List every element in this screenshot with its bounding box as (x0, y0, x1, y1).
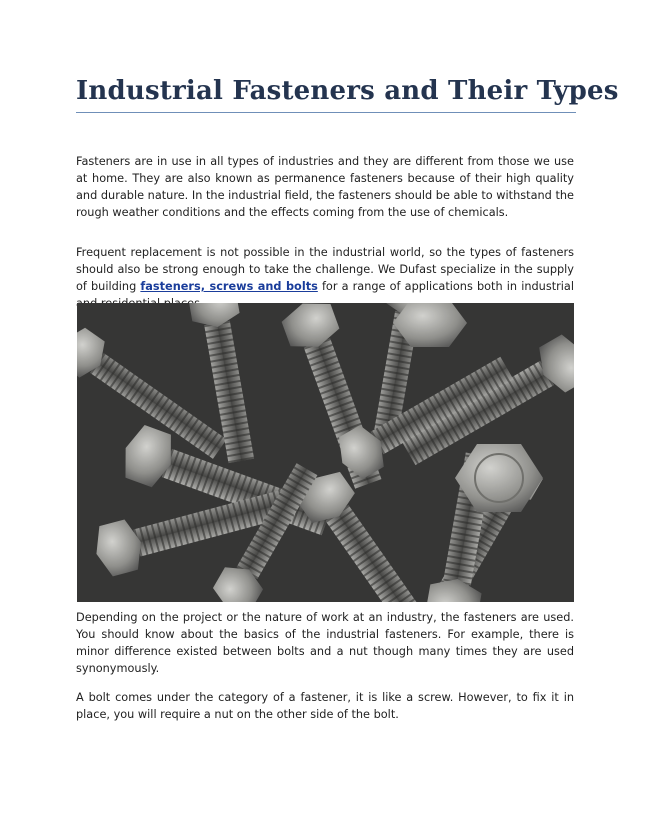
title-underline (76, 112, 576, 113)
fasteners-screws-bolts-link[interactable]: fasteners, screws and bolts (140, 280, 318, 293)
paragraph-bolt-definition: A bolt comes under the category of a fastener, it is like a screw. However, to fix it in place, you will require a nut on the other side of the bolt. (76, 691, 574, 721)
paragraph-text-before-link: Frequent replacement is not possible in the industrial world, so the types of fasteners should also be strong enough to take the challenge. We Dufast specialize in the supply of building (76, 246, 574, 293)
paragraph-basics: Depending on the project or the nature of work at an industry, the fasteners are used. You should know about the basics of the industrial fasteners. For example, there is minor difference existed between bolts and a nut though many times they are used synonymously. (76, 611, 574, 675)
bolts-illustration (77, 303, 574, 602)
paragraph-intro: Fasteners are in use in all types of industries and they are different from those we use at home. They are also known as permanence fasteners because of their high quality and durable nature. In the industrial field, the fasteners should be able to withstand the rough weather conditions and the effects coming from the use of chemicals. (76, 155, 574, 219)
bolts-photo (77, 303, 574, 602)
paragraph-text-after-link: for a range of applications both in industrial (321, 280, 574, 293)
page-title: Industrial Fasteners and Their Types (76, 76, 619, 106)
paragraph-replacement (76, 244, 574, 312)
